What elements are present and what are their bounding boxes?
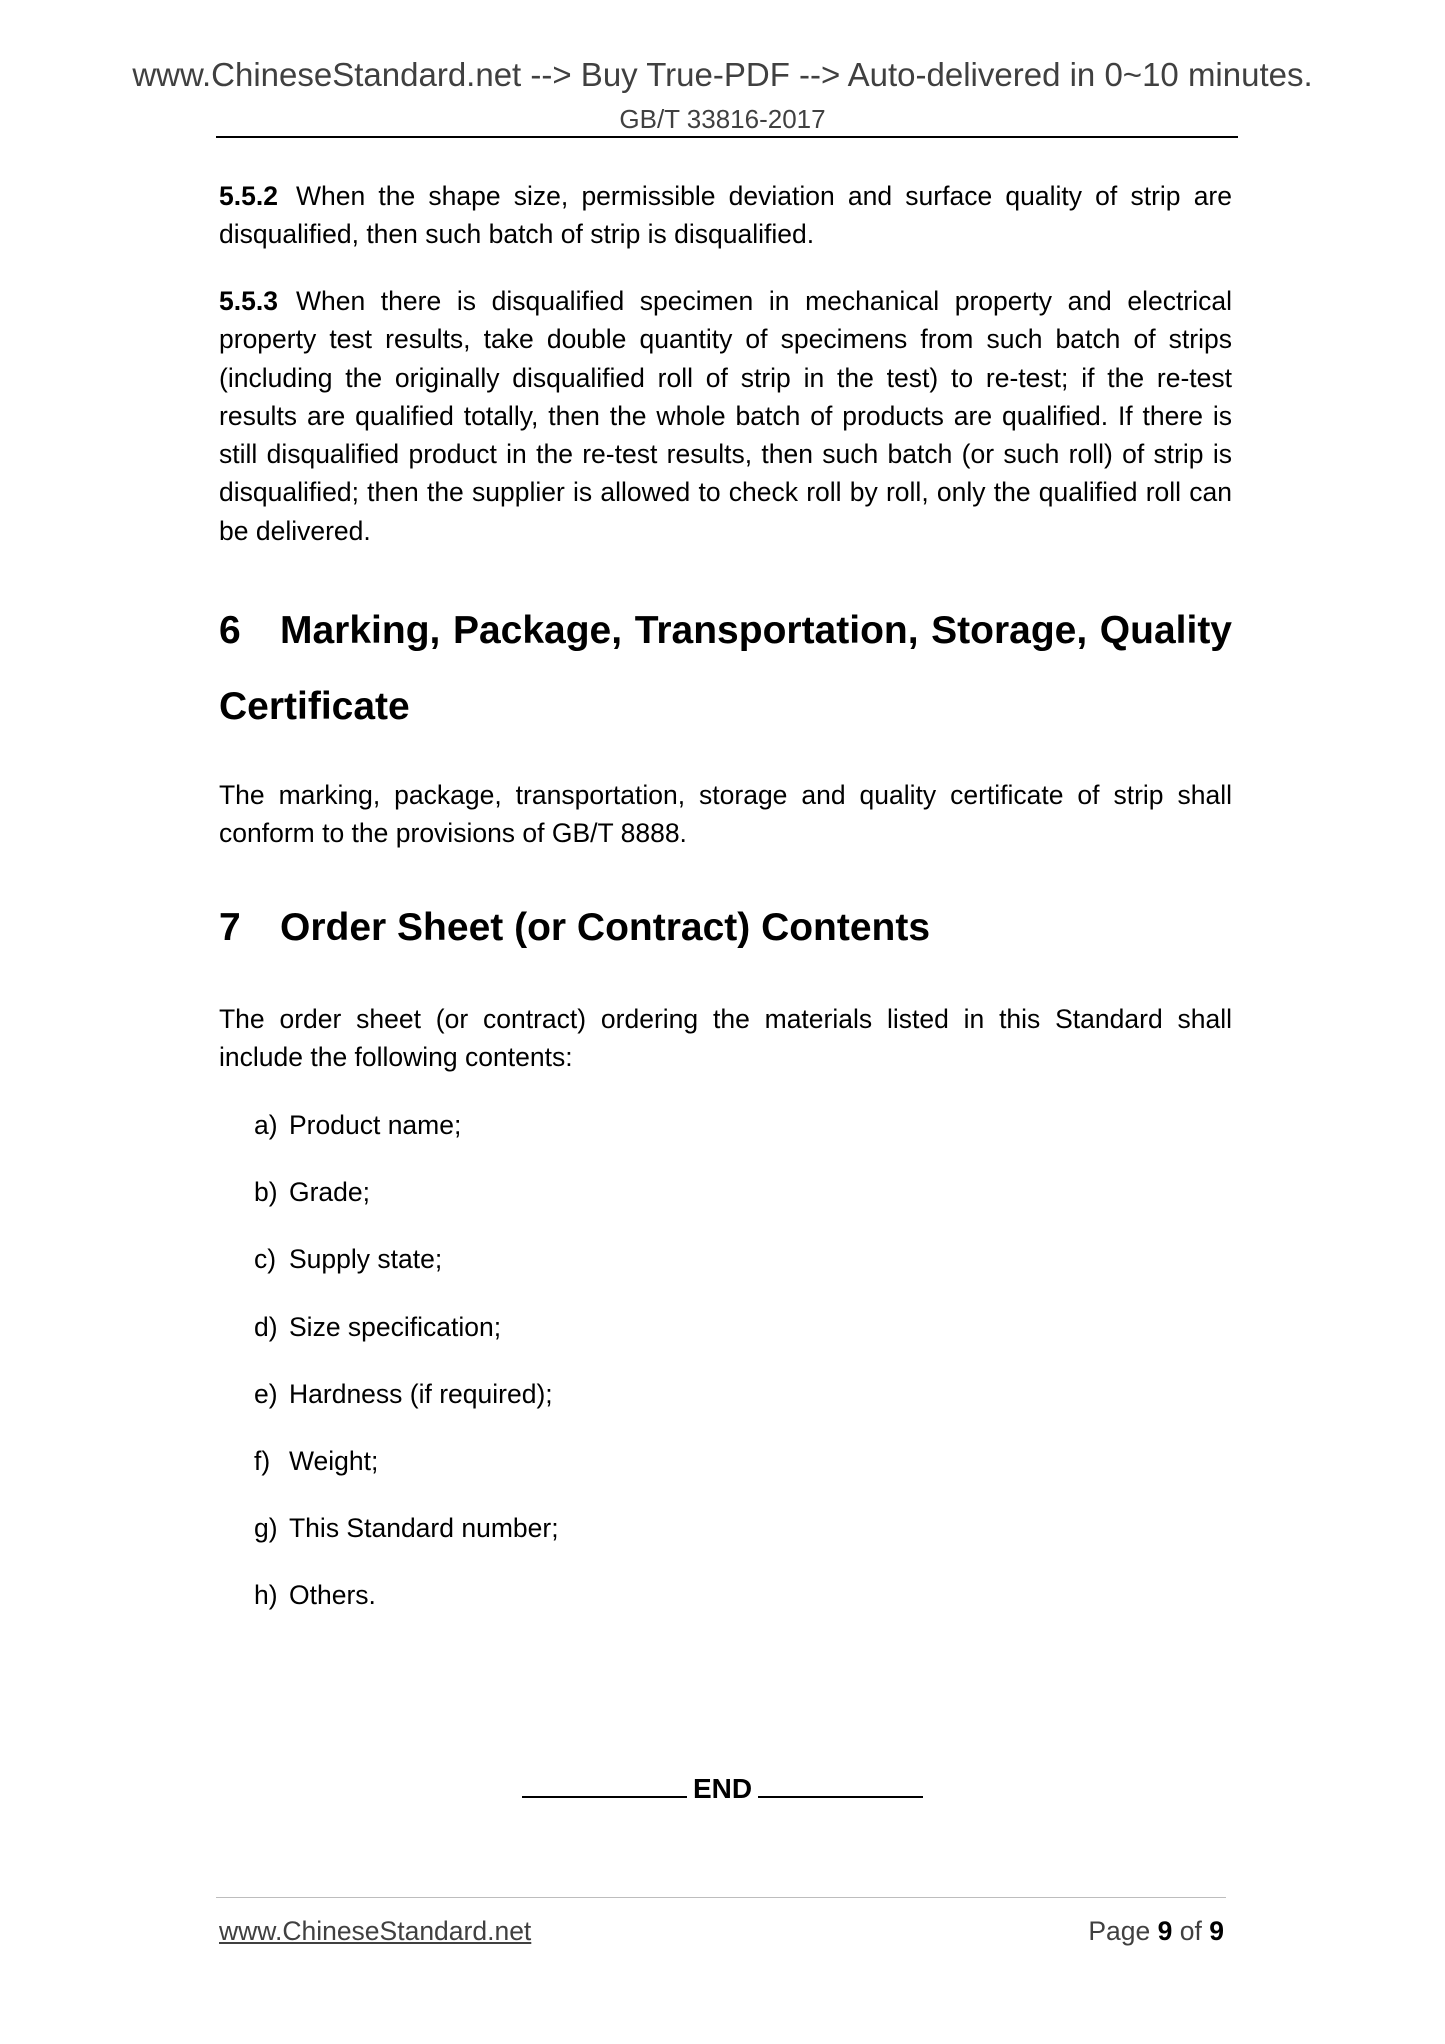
list-item	[254, 1308, 559, 1375]
standard-code: GB/T 33816-2017	[619, 104, 826, 134]
list-text: This Standard number;	[289, 1513, 559, 1544]
list-item	[254, 1509, 559, 1576]
list-item	[254, 1240, 559, 1307]
clause-5-5-2	[219, 177, 1232, 254]
list-marker: b)	[254, 1177, 278, 1208]
clause-5-5-3	[219, 282, 1232, 550]
list-marker: d)	[254, 1311, 278, 1342]
section-7-heading	[219, 903, 1232, 953]
list-text: Supply state;	[289, 1244, 443, 1275]
section-title: Marking, Package, Transportation, Storage, Quality Certificate	[219, 609, 1232, 728]
list-marker: e)	[254, 1378, 278, 1409]
list-item	[254, 1173, 559, 1240]
header-divider	[216, 136, 1238, 138]
page-word: Page	[1088, 1916, 1151, 1946]
section-6-body: The marking, package, transportation, storage and quality certificate of strip shall conform to the provisions of GB/T 8888.	[219, 780, 1232, 849]
clause-text: When the shape size, permissible deviation and surface quality of strip are disqualified, then such batch of strip is disqualified.	[219, 181, 1232, 250]
section-number: 7	[219, 906, 241, 949]
list-item	[254, 1442, 559, 1509]
footer-divider	[216, 1897, 1226, 1898]
list-marker: f)	[254, 1445, 271, 1476]
page-indicator	[1088, 1916, 1224, 1947]
list-marker: a)	[254, 1110, 278, 1140]
list-text: Weight;	[289, 1445, 379, 1476]
section-number: 6	[219, 609, 241, 652]
end-marker	[0, 1770, 1445, 1805]
list-item	[254, 1576, 559, 1643]
end-label: END	[692, 1773, 753, 1804]
list-text: Grade;	[289, 1177, 371, 1208]
list-item	[254, 1106, 559, 1173]
list-text: Hardness (if required);	[289, 1378, 553, 1409]
list-marker: g)	[254, 1513, 278, 1544]
list-item	[254, 1375, 559, 1442]
footer-site-link[interactable]: www.ChineseStandard.net	[219, 1916, 532, 1946]
page-of: of	[1179, 1916, 1202, 1946]
section-7-intro: The order sheet (or contract) ordering the materials listed in this Standard shall include the following contents:	[219, 1004, 1232, 1073]
list-text: Others.	[289, 1580, 376, 1611]
clause-text: When there is disqualified specimen in mechanical property and electrical property test results, take double quantity of specimens from such batch of strips (including the originally disqualified roll of strip in the test) to re-test; if the re-test results are qualified totally, then the whole batch of products are qualified. If there is still disqualified product in the re-test results, then such batch (or such roll) of strip is disqualified; then the supplier is allowed to check roll by roll, only the qualified roll can be delivered.	[219, 286, 1232, 546]
end-rule-right	[758, 1770, 923, 1798]
order-contents-list	[254, 1106, 559, 1644]
list-marker: h)	[254, 1580, 278, 1611]
section-title: Order Sheet (or Contract) Contents	[280, 906, 931, 949]
page-total: 9	[1209, 1916, 1224, 1946]
section-6-heading	[219, 593, 1232, 745]
page-current: 9	[1157, 1916, 1173, 1946]
list-text: Size specification;	[289, 1311, 502, 1342]
list-marker: c)	[254, 1244, 277, 1275]
clause-number: 5.5.2	[219, 181, 278, 211]
list-text: Product name;	[289, 1110, 462, 1140]
clause-number: 5.5.3	[219, 286, 278, 316]
end-rule-left	[522, 1770, 687, 1798]
header-banner: www.ChineseStandard.net --> Buy True-PDF --> Auto-delivered in 0~10 minutes.	[132, 56, 1313, 93]
